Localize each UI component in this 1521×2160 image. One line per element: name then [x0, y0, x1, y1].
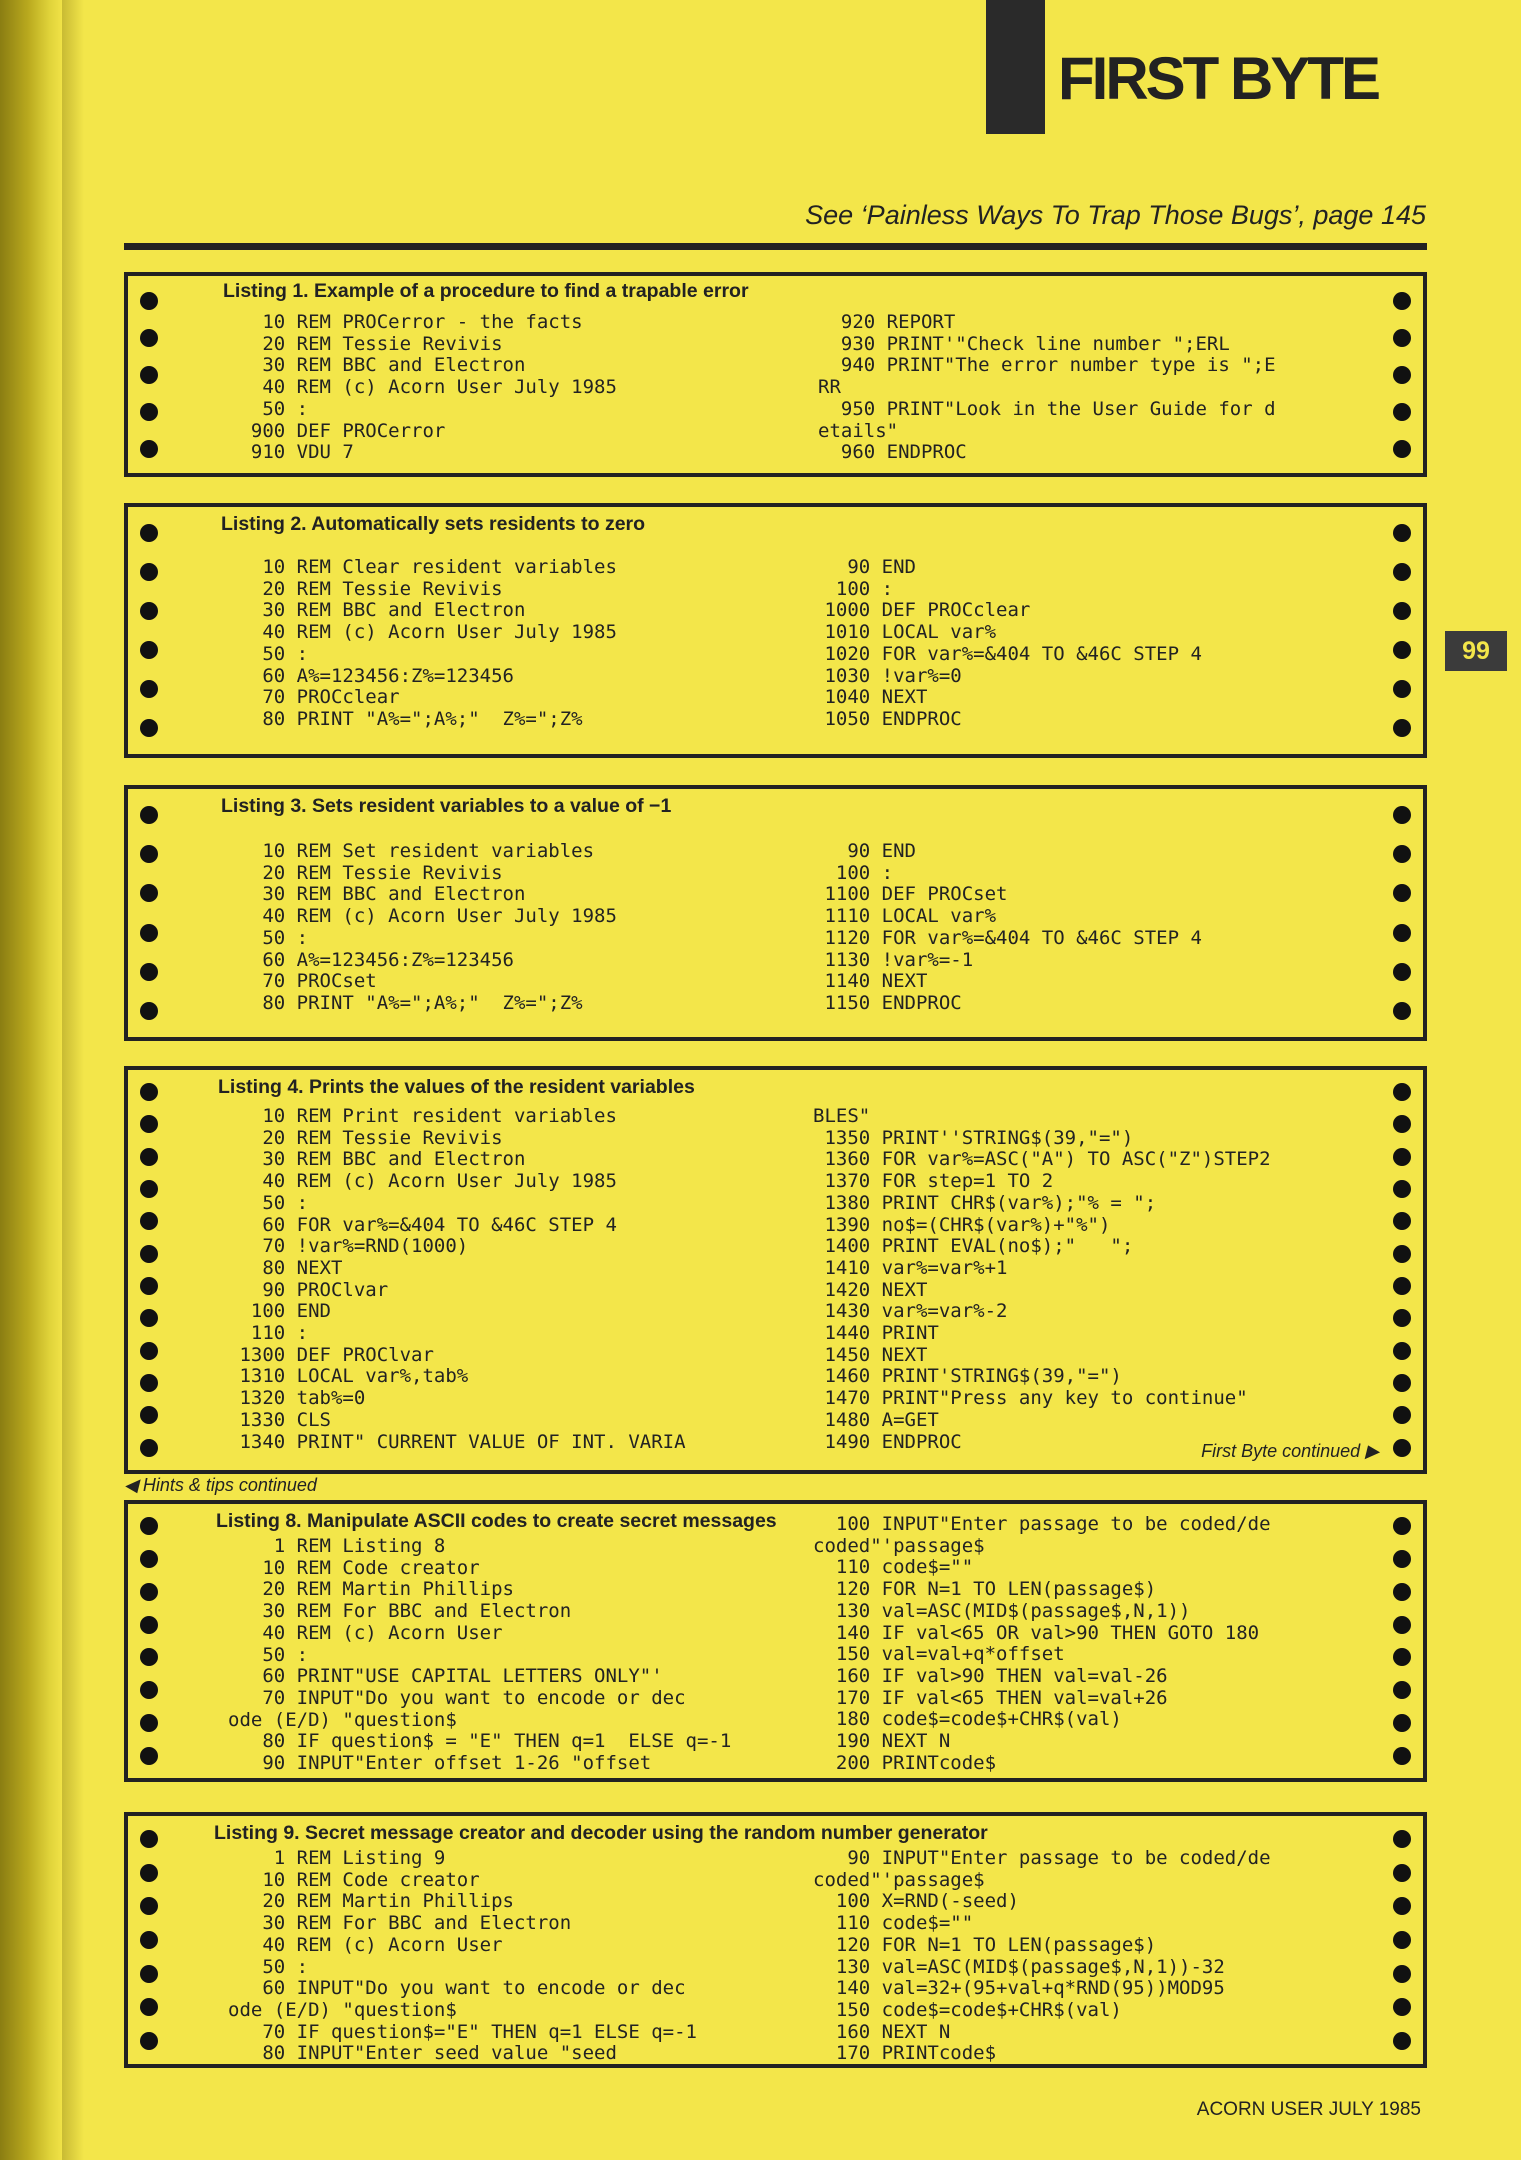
punch-holes-left	[134, 276, 164, 473]
punch-hole	[1393, 1517, 1411, 1535]
punch-hole	[140, 1406, 158, 1424]
punch-hole	[1393, 563, 1411, 581]
punch-hole	[1393, 1864, 1411, 1882]
punch-hole	[140, 1648, 158, 1666]
page-footer: ACORN USER JULY 1985	[1196, 2099, 1421, 2120]
punch-hole	[140, 1747, 158, 1765]
listing-code-right: 100 INPUT"Enter passage to be coded/de coded"'passage$ 110 code$="" 120 FOR N=1 TO LEN(passage$) 130 val=ASC(MID$(passage$,N,1)) 140 IF val<65 OR val>90 THEN GOTO 180 150 val=val+q*offset 160 IF val>90 THEN val=val-26 170 IF val<65 THEN val=val+26 180 code$=code$+CHR$(val) 190 NEXT N 200 PRINTcode$	[813, 1513, 1271, 1774]
punch-holes-right	[1387, 1070, 1417, 1470]
listing-code-right: 90 END 100 : 1100 DEF PROCset 1110 LOCAL var% 1120 FOR var%=&404 TO &46C STEP 4 1130 !var%=-1 1140 NEXT 1150 ENDPROC	[824, 840, 1202, 1014]
punch-hole	[140, 1897, 158, 1915]
punch-hole	[140, 440, 158, 458]
punch-hole	[1393, 1897, 1411, 1915]
listing-title: Listing 1. Example of a procedure to find a trapable error	[223, 280, 749, 302]
punch-hole	[1393, 366, 1411, 384]
punch-hole	[1393, 1277, 1411, 1295]
punch-hole	[140, 1212, 158, 1230]
page-spine	[0, 0, 62, 2160]
punch-hole	[140, 680, 158, 698]
listing-box-4	[124, 1066, 1427, 1474]
punch-holes-right	[1387, 507, 1417, 754]
punch-hole	[1393, 1245, 1411, 1263]
punch-hole	[1393, 1180, 1411, 1198]
section-title: FIRST BYTE	[1058, 45, 1379, 112]
punch-hole	[140, 366, 158, 384]
listing-code-left: 10 REM PROCerror - the facts 20 REM Tessie Revivis 30 REM BBC and Electron 40 REM (c) Acorn User July 1985 50 : 900 DEF PROCerror 910 VDU 7	[250, 311, 617, 464]
listing-box-9	[124, 1812, 1427, 2068]
punch-hole	[1393, 1583, 1411, 1601]
punch-holes-left	[134, 1816, 164, 2064]
punch-hole	[140, 403, 158, 421]
punch-hole	[1393, 1374, 1411, 1392]
punch-hole	[1393, 884, 1411, 902]
punch-holes-left	[134, 1070, 164, 1470]
punch-hole	[140, 1180, 158, 1198]
punch-hole	[1393, 1406, 1411, 1424]
punch-hole	[140, 1517, 158, 1535]
punch-hole	[140, 1374, 158, 1392]
punch-hole	[1393, 1115, 1411, 1133]
listing-box-2	[124, 503, 1427, 758]
punch-holes-right	[1387, 276, 1417, 473]
header-rule	[124, 243, 1427, 250]
punch-holes-right	[1387, 789, 1417, 1037]
punch-hole	[1393, 1342, 1411, 1360]
listing-code-right: BLES" 1350 PRINT''STRING$(39,"=") 1360 FOR var%=ASC("A") TO ASC("Z")STEP2 1370 FOR step=1 TO 2 1380 PRINT CHR$(var%);"% = "; 1390 no$=(CHR$(var%)+"%") 1400 PRINT EVAL(no$);" "; 1410 var%=var%+1 1420 NEXT 1430 var%=var%-2 1440 PRINT 1450 NEXT 1460 PRINT'STRING$(39,"=") 1470 PRINT"Press any key to continue" 1480 A=GET 1490 ENDPROC	[813, 1105, 1271, 1453]
punch-hole	[140, 1616, 158, 1634]
punch-hole	[1393, 1965, 1411, 1983]
punch-hole	[140, 963, 158, 981]
punch-hole	[140, 1830, 158, 1848]
punch-hole	[1393, 1439, 1411, 1457]
header-bar	[986, 0, 1045, 134]
punch-hole	[1393, 440, 1411, 458]
punch-hole	[1393, 1309, 1411, 1327]
punch-hole	[1393, 1747, 1411, 1765]
listing-title: Listing 4. Prints the values of the resident variables	[218, 1076, 695, 1098]
punch-hole	[140, 719, 158, 737]
punch-hole	[140, 1115, 158, 1133]
listing-code-right: 90 INPUT"Enter passage to be coded/de coded"'passage$ 100 X=RND(-seed) 110 code$="" 120 FOR N=1 TO LEN(passage$) 130 val=ASC(MID$(passage$,N,1))-32 140 val=32+(95+val+q*RND(95))MOD95 150 code$=code$+CHR$(val) 160 NEXT N 170 PRINTcode$	[813, 1847, 1271, 2065]
punch-hole	[1393, 1148, 1411, 1166]
listing-box-3	[124, 785, 1427, 1041]
punch-hole	[1393, 1681, 1411, 1699]
listing-code-left: 10 REM Set resident variables 20 REM Tessie Revivis 30 REM BBC and Electron 40 REM (c) Acorn User July 1985 50 : 60 A%=123456:Z%=123456 70 PROCset 80 PRINT "A%=";A%;" Z%=";Z%	[262, 840, 617, 1014]
continued-note: First Byte continued ▶	[1201, 1441, 1379, 1461]
punch-hole	[1393, 1830, 1411, 1848]
listing-code-right: 90 END 100 : 1000 DEF PROCclear 1010 LOCAL var% 1020 FOR var%=&404 TO &46C STEP 4 1030 !var%=0 1040 NEXT 1050 ENDPROC	[824, 556, 1202, 730]
punch-hole	[140, 1864, 158, 1882]
punch-hole	[140, 1965, 158, 1983]
punch-hole	[1393, 1998, 1411, 2016]
punch-hole	[1393, 403, 1411, 421]
spine-shadow	[62, 0, 84, 2160]
punch-hole	[140, 1998, 158, 2016]
punch-hole	[140, 884, 158, 902]
cross-reference-note: See ‘Painless Ways To Trap Those Bugs’, page 145	[805, 200, 1426, 230]
punch-hole	[140, 1439, 158, 1457]
punch-hole	[1393, 1002, 1411, 1020]
punch-holes-right	[1387, 1816, 1417, 2064]
punch-hole	[140, 1083, 158, 1101]
punch-hole	[140, 1342, 158, 1360]
punch-hole	[1393, 719, 1411, 737]
listing-code-right: 920 REPORT 930 PRINT'"Check line number ";ERL 940 PRINT"The error number type is ";E RR 950 PRINT"Look in the User Guide for d etails" 960 ENDPROC	[818, 311, 1276, 464]
hints-continued-note: ◀ Hints & tips continued	[124, 1475, 317, 1495]
listing-title: Listing 3. Sets resident variables to a value of −1	[221, 795, 672, 817]
punch-hole	[1393, 329, 1411, 347]
punch-hole	[140, 1550, 158, 1568]
listing-title: Listing 9. Secret message creator and decoder using the random number generator	[214, 1822, 988, 1844]
punch-hole	[1393, 524, 1411, 542]
punch-hole	[1393, 1616, 1411, 1634]
punch-hole	[1393, 1714, 1411, 1732]
listing-box-8	[124, 1500, 1427, 1782]
punch-hole	[140, 845, 158, 863]
punch-hole	[1393, 1648, 1411, 1666]
punch-hole	[140, 1931, 158, 1949]
punch-hole	[140, 1245, 158, 1263]
punch-hole	[1393, 924, 1411, 942]
punch-hole	[1393, 641, 1411, 659]
punch-hole	[140, 1681, 158, 1699]
punch-hole	[1393, 806, 1411, 824]
punch-hole	[1393, 1931, 1411, 1949]
punch-holes-left	[134, 507, 164, 754]
punch-hole	[140, 563, 158, 581]
punch-hole	[140, 329, 158, 347]
punch-hole	[140, 806, 158, 824]
punch-hole	[140, 292, 158, 310]
punch-hole	[1393, 963, 1411, 981]
punch-hole	[140, 1002, 158, 1020]
punch-hole	[140, 602, 158, 620]
punch-hole	[140, 924, 158, 942]
punch-holes-left	[134, 789, 164, 1037]
punch-hole	[140, 1309, 158, 1327]
punch-hole	[1393, 292, 1411, 310]
listing-box-1	[124, 272, 1427, 477]
listing-code-left: 1 REM Listing 9 10 REM Code creator 20 REM Martin Phillips 30 REM For BBC and Electron 40 REM (c) Acorn User 50 : 60 INPUT"Do you want to encode or dec ode (E/D) "question$ 70 IF question$="E" THEN q=1 ELSE q=-1 80 INPUT"Enter seed value "seed	[228, 1847, 697, 2065]
punch-hole	[1393, 845, 1411, 863]
listing-code-left: 1 REM Listing 8 10 REM Code creator 20 REM Martin Phillips 30 REM For BBC and Electron 40 REM (c) Acorn User 50 : 60 PRINT"USE CAPITAL LETTERS ONLY"' 70 INPUT"Do you want to encode or dec ode (E/D) "question$ 80 IF question$ = "E" THEN q=1 ELSE q=-1 90 INPUT"Enter offset 1-26 "offset	[228, 1535, 732, 1775]
punch-holes-right	[1387, 1504, 1417, 1778]
punch-hole	[140, 1148, 158, 1166]
punch-hole	[1393, 680, 1411, 698]
punch-hole	[140, 2032, 158, 2050]
punch-hole	[1393, 1212, 1411, 1230]
punch-holes-left	[134, 1504, 164, 1778]
listing-code-left: 10 REM Clear resident variables 20 REM Tessie Revivis 30 REM BBC and Electron 40 REM (c) Acorn User July 1985 50 : 60 A%=123456:Z%=123456 70 PROCclear 80 PRINT "A%=";A%;" Z%=";Z%	[262, 556, 617, 730]
listing-title: Listing 8. Manipulate ASCII codes to create secret messages	[216, 1510, 777, 1532]
punch-hole	[140, 1277, 158, 1295]
punch-hole	[1393, 602, 1411, 620]
punch-hole	[1393, 2032, 1411, 2050]
punch-hole	[140, 524, 158, 542]
punch-hole	[140, 641, 158, 659]
punch-hole	[1393, 1550, 1411, 1568]
punch-hole	[140, 1714, 158, 1732]
punch-hole	[140, 1583, 158, 1601]
punch-hole	[1393, 1083, 1411, 1101]
page-number-tab: 99	[1445, 631, 1507, 671]
listing-code-left: 10 REM Print resident variables 20 REM Tessie Revivis 30 REM BBC and Electron 40 REM (c) Acorn User July 1985 50 : 60 FOR var%=&404 TO &46C STEP 4 70 !var%=RND(1000) 80 NEXT 90 PROClvar 100 END 110 : 1300 DEF PROClvar 1310 LOCAL var%,tab% 1320 tab%=0 1330 CLS 1340 PRINT" CURRENT VALUE OF INT. VARIA	[239, 1105, 686, 1453]
listing-title: Listing 2. Automatically sets residents to zero	[221, 513, 646, 535]
